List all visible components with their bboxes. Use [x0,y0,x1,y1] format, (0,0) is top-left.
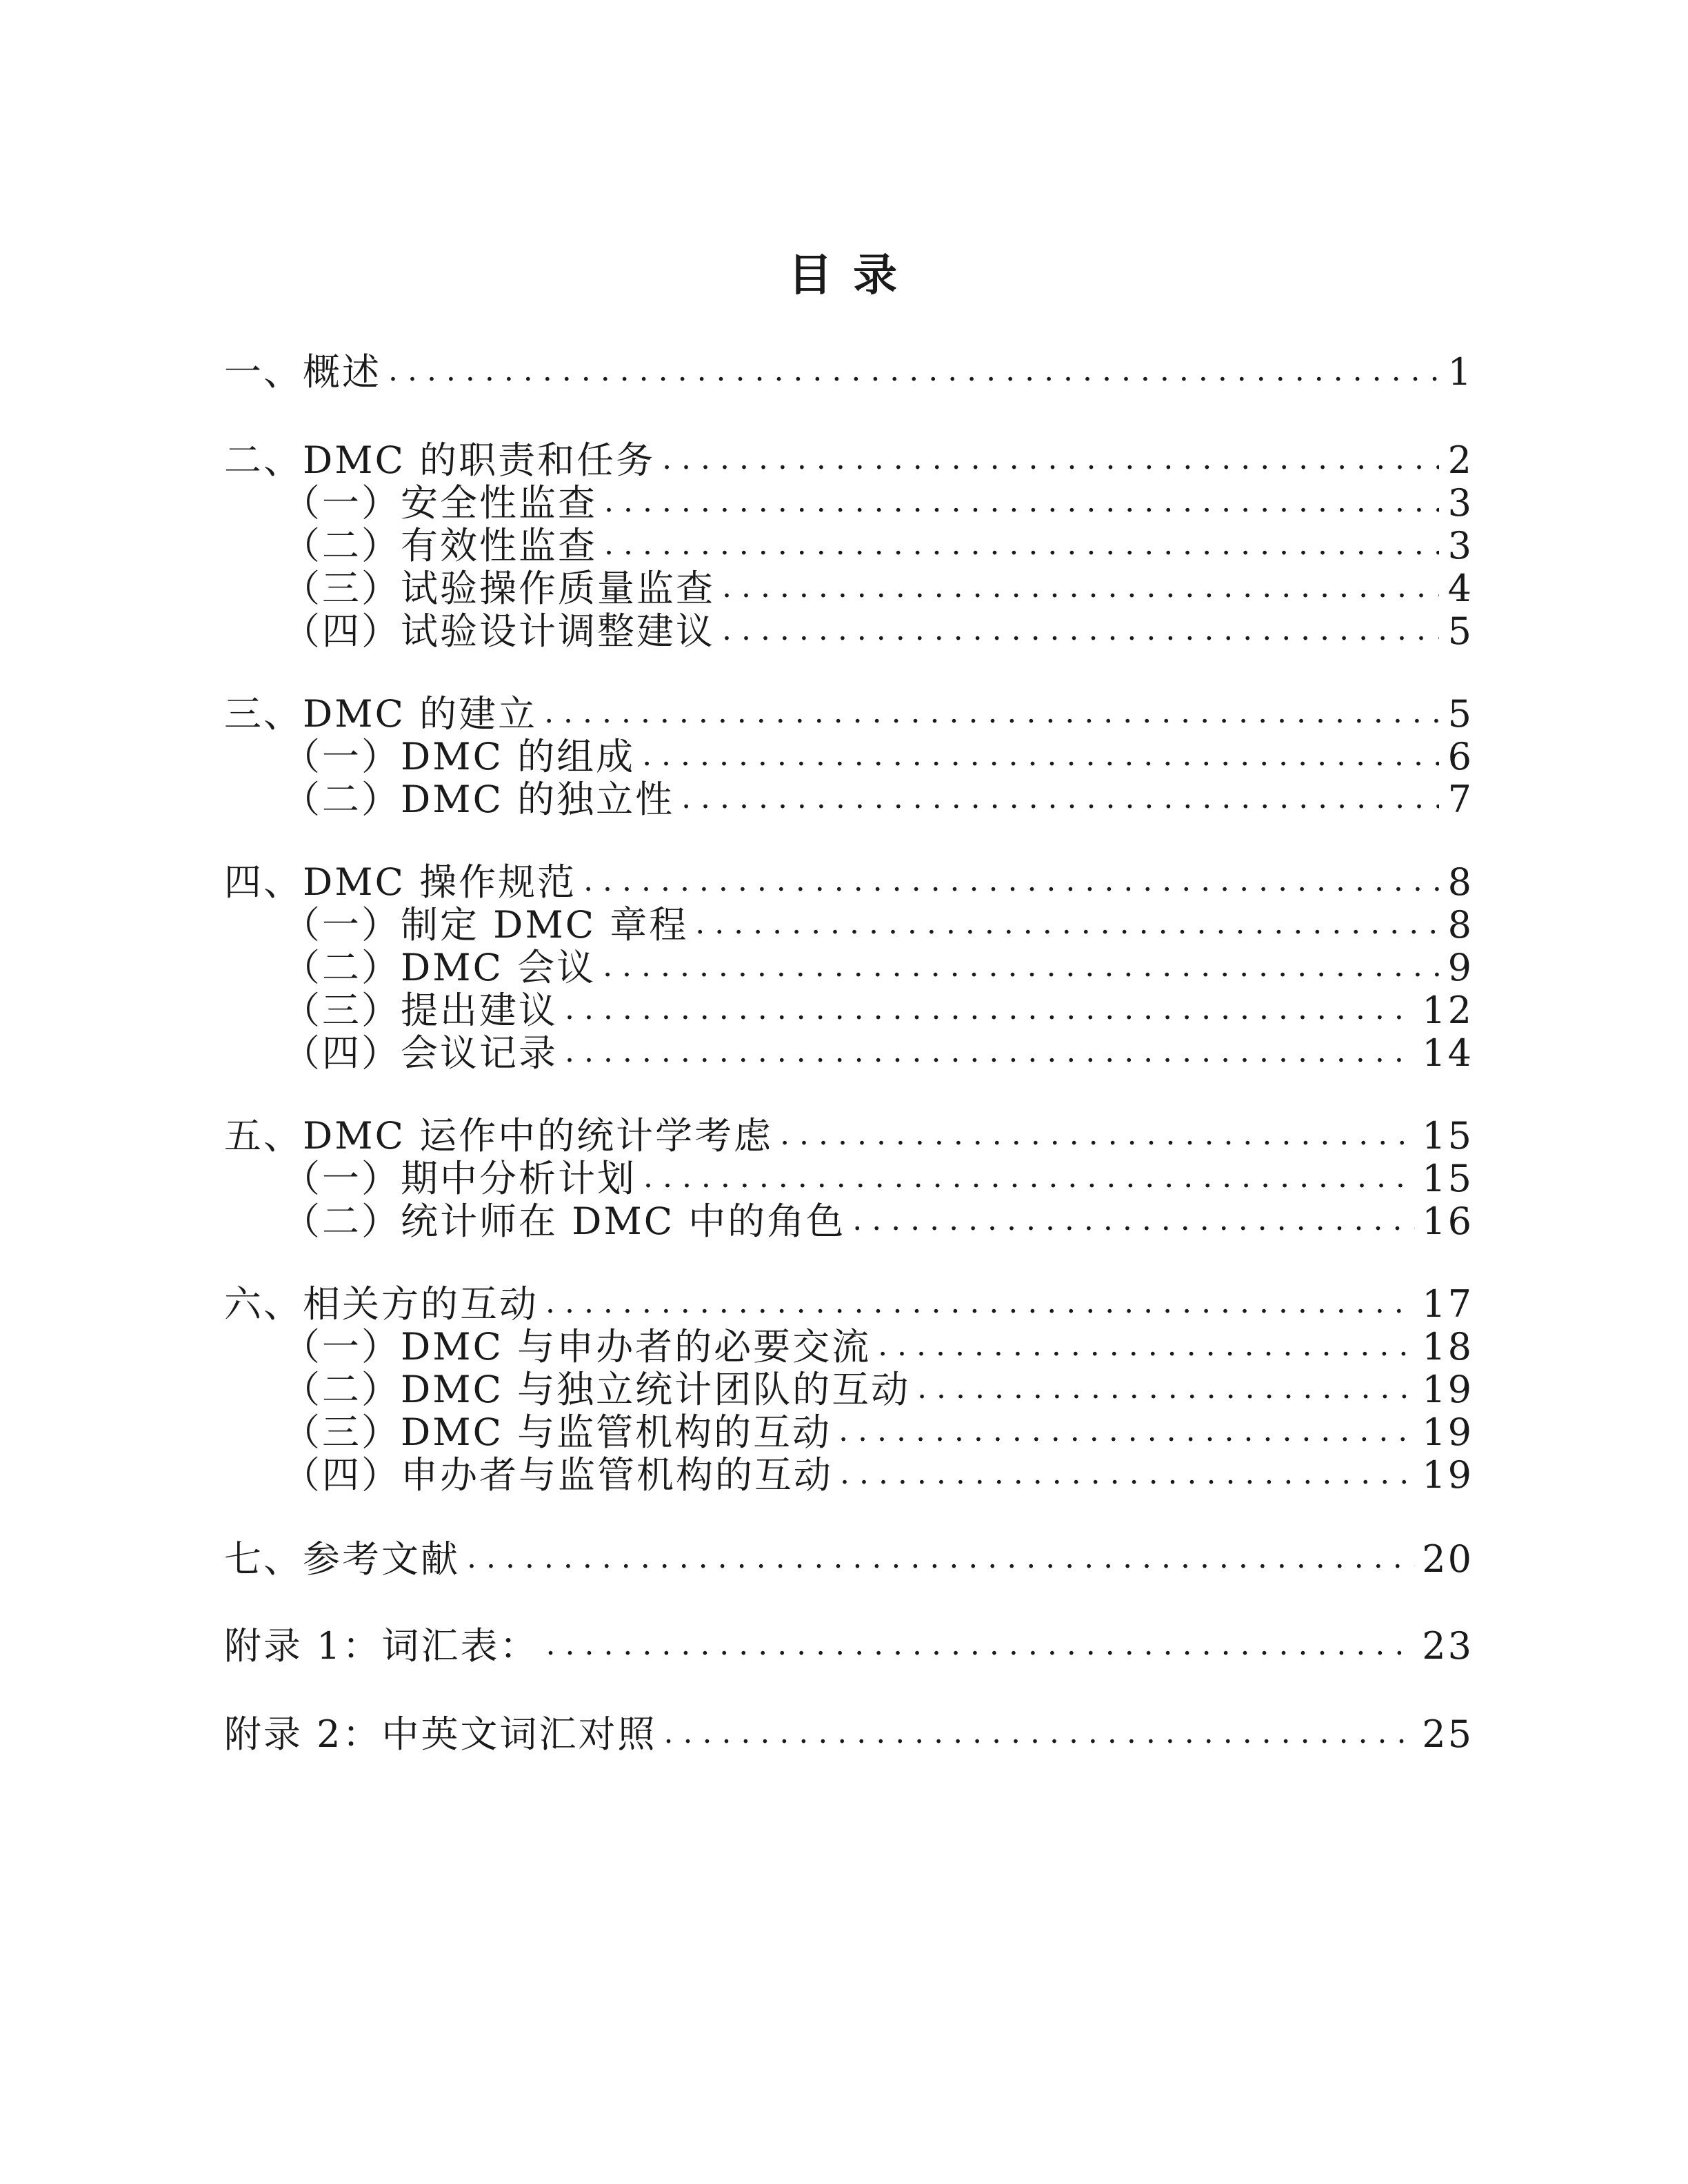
toc-entry-page: 3 [1447,524,1474,567]
toc-entry-subsection[interactable] [283,1369,1474,1410]
toc-entry-section-5[interactable] [224,1115,1474,1157]
toc-entry-label: 二、DMC 的职责和任务 [224,438,656,482]
toc-entry-subsection[interactable] [283,525,1474,567]
toc-entry-label: （二）统计师在 DMC 中的角色 [283,1200,846,1243]
toc-entry-subsection[interactable] [283,947,1474,989]
toc-entry-section-3[interactable] [224,694,1474,735]
toc-entry-page: 8 [1447,860,1474,904]
page-title: 目 录 [787,250,901,301]
toc-entry-page: 25 [1422,1712,1474,1756]
toc-entry-label: 四、DMC 操作规范 [224,860,577,904]
toc-entry-label: （一）DMC 与申办者的必要交流 [283,1325,872,1368]
toc-entry-page: 19 [1422,1368,1474,1411]
dot-leader [695,904,1439,946]
toc-entry-label: （四）申办者与监管机构的互动 [283,1453,833,1497]
toc-entry-label: （四）会议记录 [283,1031,558,1075]
dot-leader [642,736,1439,778]
toc-entry-section-7[interactable] [224,1539,1474,1580]
toc-entry-page: 20 [1422,1537,1474,1581]
toc-entry-label: （一）安全性监查 [283,481,597,525]
toc-entry-page: 1 [1447,350,1474,394]
toc-entry-section-2[interactable] [224,440,1474,481]
toc-entry-section-4[interactable] [224,862,1474,903]
toc-entry-subsection[interactable] [283,1158,1474,1200]
toc-entry-label: （二）DMC 会议 [283,946,596,989]
toc-entry-page: 15 [1422,1114,1474,1157]
toc-entry-subsection[interactable] [283,1455,1474,1496]
dot-leader [664,1714,1416,1755]
dot-leader [840,1455,1415,1496]
dot-leader [604,525,1439,567]
dot-leader [546,1626,1416,1667]
toc-entry-label: 三、DMC 的建立 [224,692,538,736]
toc-entry-label: 一、概述 [224,350,381,394]
toc-entry-page: 5 [1447,692,1474,736]
dot-leader [838,1412,1415,1453]
toc-entry-page: 7 [1447,778,1474,821]
toc-entry-label: 六、相关方的互动 [224,1282,539,1326]
toc-entry-page: 5 [1447,609,1474,653]
toc-entry-appendix-2[interactable] [224,1714,1474,1755]
dot-leader [544,694,1439,735]
toc-entry-label: （二）DMC 的独立性 [283,778,675,821]
toc-entry-page: 19 [1422,1410,1474,1454]
toc-entry-section-6[interactable] [224,1284,1474,1325]
toc-entry-label: 五、DMC 运作中的统计学考虑 [224,1114,774,1157]
dot-leader [681,779,1439,820]
dot-leader [603,947,1439,989]
toc-entry-section-1[interactable] [224,352,1474,393]
toc-entry-page: 15 [1422,1157,1474,1200]
toc-entry-subsection[interactable] [283,1412,1474,1453]
dot-leader [722,611,1439,652]
toc-entry-label: 七、参考文献 [224,1537,460,1581]
dot-leader [852,1201,1415,1242]
toc-entry-label: （三）试验操作质量监查 [283,567,715,610]
toc-entry-page: 3 [1447,481,1474,525]
toc-entry-appendix-1[interactable] [224,1626,1474,1667]
toc-entry-subsection[interactable] [283,990,1474,1031]
dot-leader [662,440,1439,481]
toc-entry-label: （三）提出建议 [283,989,558,1032]
toc-entry-page: 14 [1422,1031,1474,1075]
toc-entry-label: （一）DMC 的组成 [283,735,636,778]
toc-entry-page: 17 [1422,1282,1474,1326]
toc-entry-page: 6 [1447,735,1474,778]
dot-leader [917,1369,1415,1410]
toc-entry-page: 4 [1447,567,1474,610]
dot-leader [583,862,1439,903]
toc-entry-subsection[interactable] [283,1201,1474,1242]
dot-leader [780,1115,1415,1157]
toc-entry-subsection[interactable] [283,1326,1474,1368]
toc-entry-page: 2 [1447,438,1474,482]
toc-entry-subsection[interactable] [283,483,1474,524]
toc-entry-page: 8 [1447,903,1474,947]
toc-entry-label: （二）DMC 与独立统计团队的互动 [283,1368,911,1411]
dot-leader [545,1284,1415,1325]
dot-leader [467,1539,1415,1580]
dot-leader [878,1326,1415,1368]
toc-entry-page: 12 [1422,989,1474,1032]
dot-leader [388,352,1439,393]
dot-leader [643,1158,1415,1200]
toc-entry-page: 18 [1422,1325,1474,1368]
toc-entry-label: 附录 1：词汇表： [224,1624,539,1668]
toc-entry-page: 9 [1447,946,1474,989]
toc-entry-page: 19 [1422,1453,1474,1497]
dot-leader [604,483,1439,524]
dot-leader [722,568,1439,609]
dot-leader [565,1033,1415,1074]
toc-entry-label: （三）DMC 与监管机构的互动 [283,1410,832,1454]
toc-entry-label: （四）试验设计调整建议 [283,609,715,653]
toc-entry-subsection[interactable] [283,1033,1474,1074]
toc-entry-page: 16 [1422,1200,1474,1243]
toc-entry-label: （二）有效性监查 [283,524,597,567]
toc-entry-subsection[interactable] [283,736,1474,778]
toc-entry-subsection[interactable] [283,568,1474,609]
toc-entry-label: （一）制定 DMC 章程 [283,903,689,947]
toc-entry-subsection[interactable] [283,611,1474,652]
toc-entry-label: （一）期中分析计划 [283,1157,636,1200]
toc-entry-subsection[interactable] [283,904,1474,946]
toc-entry-page: 23 [1422,1624,1474,1668]
toc-entry-label: 附录 2：中英文词汇对照 [224,1712,657,1756]
dot-leader [565,990,1415,1031]
toc-entry-subsection[interactable] [283,779,1474,820]
